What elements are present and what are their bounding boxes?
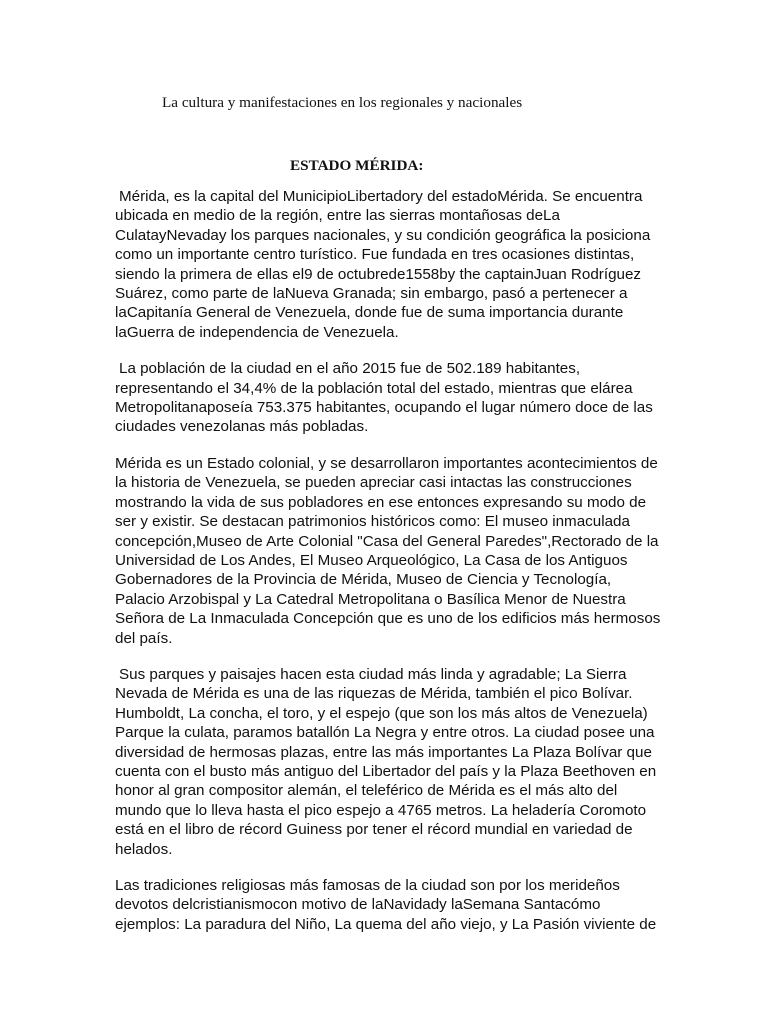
paragraph-traditions: Las tradiciones religiosas más famosas de la ciudad son por los merideños devotos delcristianismocon motivo de laNavidady laSemana Santacómo ejemplos: La paradura del Niño, La quema del año viejo, y La Pasión viviente de [115, 877, 657, 933]
paragraph-heritage: Mérida es un Estado colonial, y se desarrollaron importantes acontecimientos de la historia de Venezuela, se pueden apreciar casi intactas las construcciones mostrando la vida de sus pobladores en ese entonces expresando su modo de ser y existir. Se destacan patrimonios históricos como: El museo inmaculada concepción,Museo de Arte Colonial "Casa del General Paredes",Rectorado de la Universidad de Los Andes, El Museo Arqueológico, La Casa de los Antiguos Gobernadores de la Provincia de Mérida, Museo de Ciencia y Tecnología, Palacio Arzobispal y La Catedral Metropolitana o Basílica Menor de Nuestra Señora de La Inmaculada Concepción que es uno de los edificios más hermosos del país. [115, 454, 661, 647]
document-title: La cultura y manifestaciones en los regionales y nacionales [162, 94, 523, 111]
section-heading: ESTADO MÉRIDA: [290, 157, 424, 174]
paragraph-intro: Mérida, es la capital del MunicipioLibertadory del estadoMérida. Se encuentra ubicada en medio de la región, entre las sierras montañosas deLa CulatayNevaday los parques nacionales, y su condición geográfica la posiciona como un importante centro turístico. Fue fundada en tres ocasiones distintas, siendo la primera de ellas el9 de octubrede1558by the captainJuan Rodríguez Suárez, como parte de laNueva Granada; sin embargo, pasó a pertenecer a laCapitanía General de Venezuela, donde fue de suma importancia durante laGuerra de independencia de Venezuela. [115, 188, 651, 341]
document-body [115, 187, 665, 951]
paragraph-population: La población de la ciudad en el año 2015 fue de 502.189 habitantes, representando el 34,4% de la población total del estado, mientras que elárea Metropolitanaposeía 753.375 habitantes, ocupando el lugar número doce de las ciudades venezolanas más pobladas. [115, 360, 653, 436]
paragraph-parks: Sus parques y paisajes hacen esta ciudad más linda y agradable; La Sierra Nevada de Mérida es una de las riquezas de Mérida, también el pico Bolívar. Humboldt, La concha, el toro, y el espejo (que son los más altos de Venezuela) Parque la culata, paramos batallón La Negra y entre otros. La ciudad posee una diversidad de hermosas plazas, entre las más importantes La Plaza Bolívar que cuenta con el busto más antiguo del Libertador del país y la Plaza Beethoven en honor al gran compositor alemán, el teleférico de Mérida es el más alto del mundo que lo lleva hasta el pico espejo a 4765 metros. La heladería Coromoto está en el libro de récord Guiness por tener el récord mundial en variedad de helados. [115, 665, 657, 858]
